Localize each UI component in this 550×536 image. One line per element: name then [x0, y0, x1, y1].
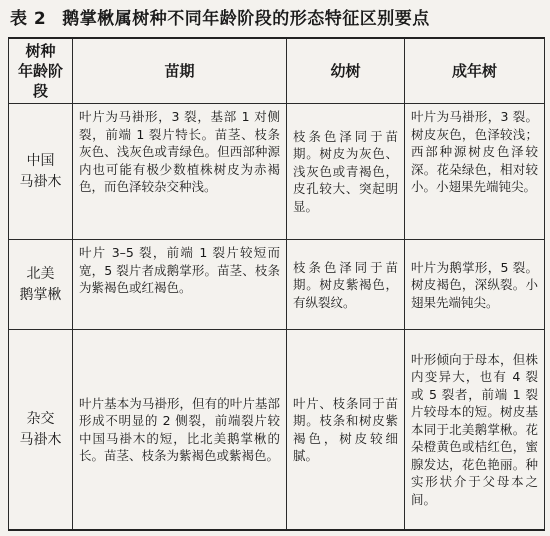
cell-adult: 叶形倾向于母本，但株内变异大，也有 4 裂或 5 裂者，前端 1 裂片较母本的短。树皮基本同于北美鹅掌楸。花朵橙黄色或桔红色，蜜腺发达，花色艳丽。种实形状介于父母本之间。	[405, 330, 545, 530]
table-number: 表 2	[10, 9, 47, 29]
row-header	[9, 240, 73, 330]
row-header	[9, 104, 73, 240]
row-header-line2: 鹅掌楸	[19, 286, 62, 303]
table-title: 鹅掌楸属树种不同年龄阶段的形态特征区别要点	[62, 9, 430, 29]
column-header-adult: 成年树	[405, 38, 545, 104]
row-header-line1: 北美	[26, 265, 55, 282]
row-header-line2: 马褂木	[19, 173, 62, 190]
corner-header	[9, 38, 73, 104]
cell-adult: 叶片为马褂形，3 裂。树皮灰色，色泽较浅；西部种源树皮色泽较深。花朵绿色，相对较小。小翅果先端钝尖。	[405, 104, 545, 240]
cell-young: 枝条色泽同于苗期。树皮紫褐色，有纵裂纹。	[287, 240, 405, 330]
column-header-young: 幼树	[287, 38, 405, 104]
row-header-line1: 中国	[26, 152, 55, 169]
table-row	[9, 240, 545, 330]
header-row	[9, 38, 545, 104]
cell-young: 枝条色泽同于苗期。树皮为灰色、浅灰色或青褐色，皮孔较大、突起明显。	[287, 104, 405, 240]
cell-seedling: 叶片 3–5 裂，前端 1 裂片较短而宽，5 裂片者成鹅掌形。苗茎、枝条为紫褐色或红褐色。	[73, 240, 287, 330]
row-header-line1: 杂交	[26, 410, 55, 427]
cell-seedling: 叶片基本为马褂形，但有的叶片基部形成不明显的 2 侧裂，前端裂片较中国马褂木的短，比北美鹅掌楸的长。苗茎、枝条为紫褐色或紫褐色。	[73, 330, 287, 530]
cell-young: 叶片、枝条同于苗期。枝条和树皮紫褐色，树皮较细腻。	[287, 330, 405, 530]
table-caption	[10, 7, 540, 31]
column-header-seedling: 苗期	[73, 38, 287, 104]
cell-adult: 叶片为鹅掌形，5 裂。树皮褐色，深纵裂。小翅果先端钝尖。	[405, 240, 545, 330]
corner-header-line2: 年龄阶段	[17, 62, 63, 100]
cell-seedling: 叶片为马褂形，3 裂，基部 1 对侧裂，前端 1 裂片特长。苗茎、枝条灰色、浅灰色或青绿色。但西部种源内也可能有极少数植株树皮为赤褐色，而色泽较杂交种浅。	[73, 104, 287, 240]
row-header-line2: 马褂木	[19, 431, 62, 448]
comparison-table	[8, 37, 545, 531]
table-row	[9, 330, 545, 530]
table-row	[9, 104, 545, 240]
corner-header-line1: 树种	[25, 42, 56, 60]
row-header	[9, 330, 73, 530]
